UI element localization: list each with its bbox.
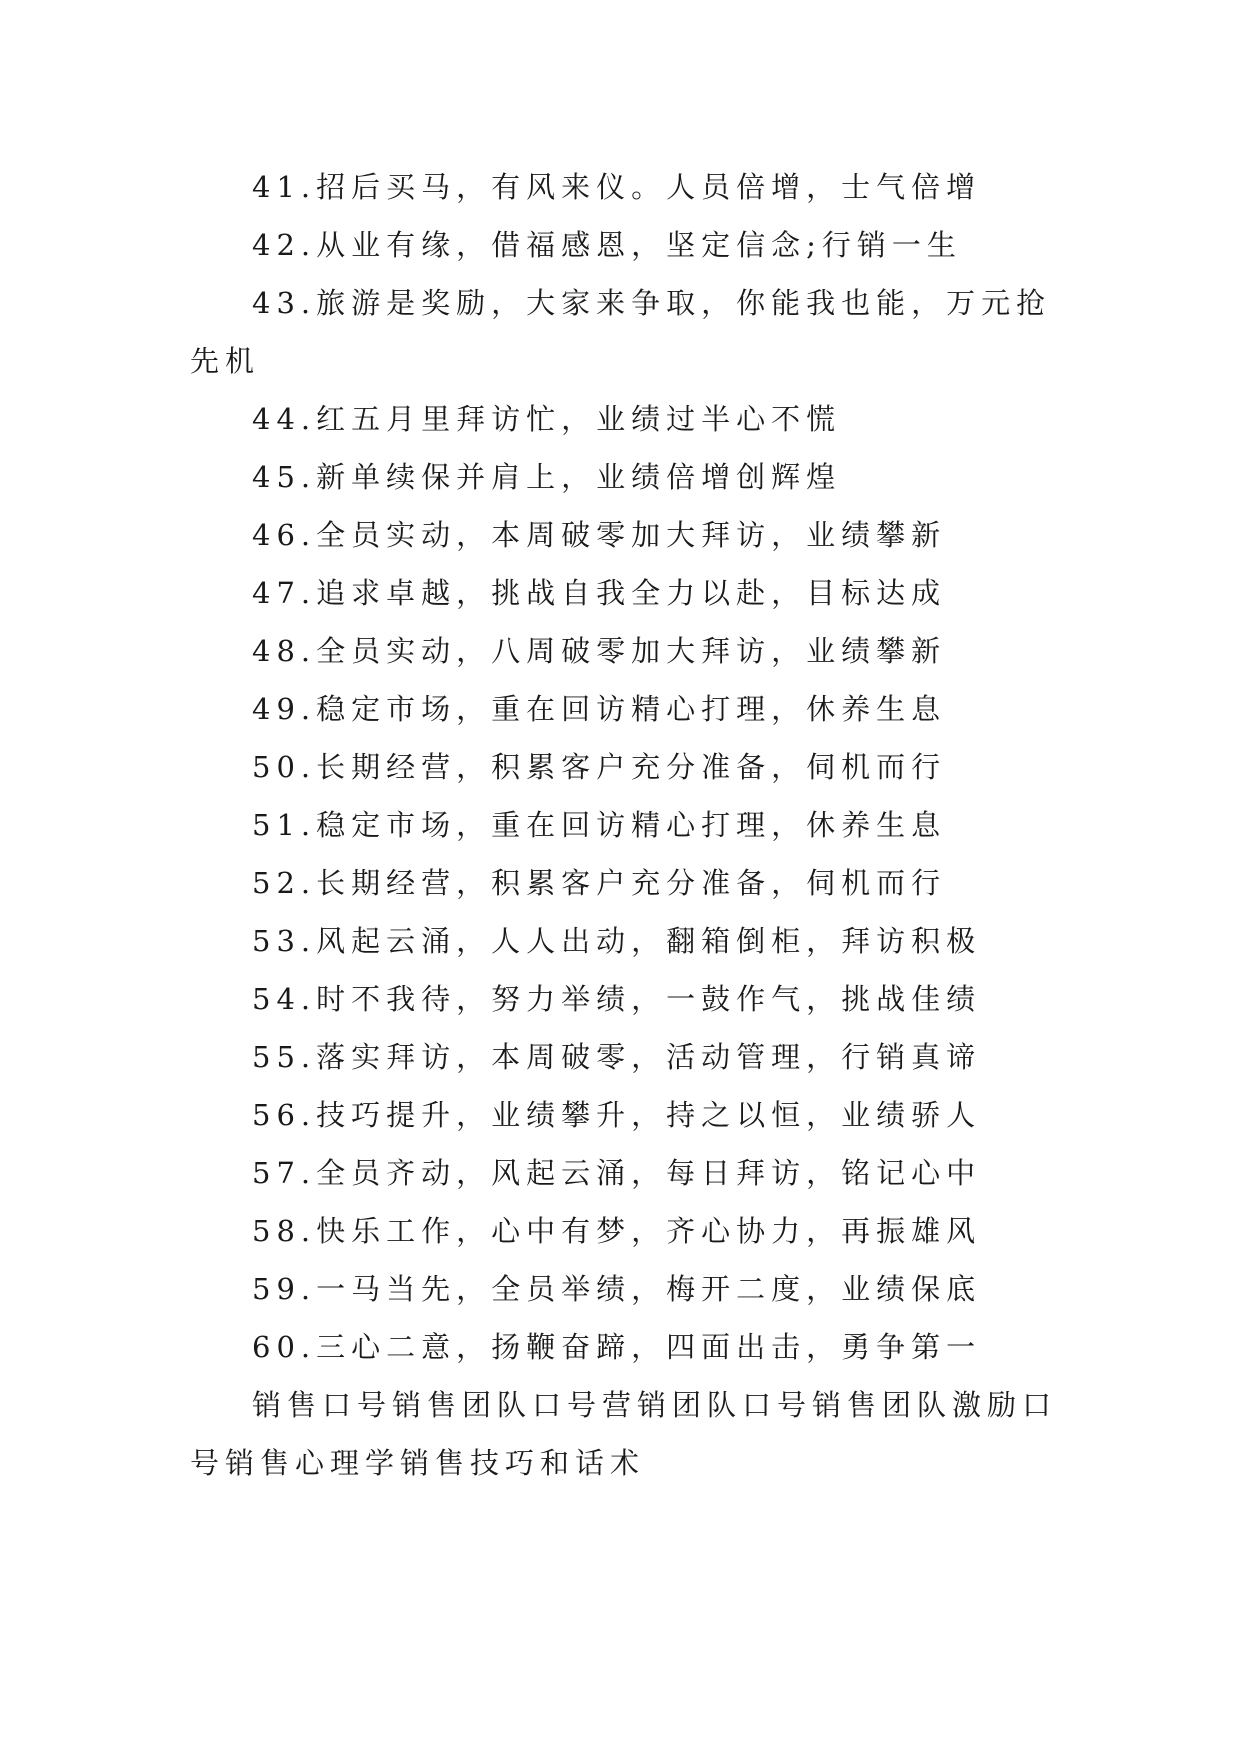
slogan-item-43: 43.旅游是奖励，大家来争取，你能我也能，万元抢先机 <box>190 286 1052 378</box>
slogan-item-58: 58.快乐工作，心中有梦，齐心协力，再振雄风 <box>252 1214 982 1248</box>
document-body <box>190 158 1060 1492</box>
slogan-item-57: 57.全员齐动，风起云涌，每日拜访，铭记心中 <box>252 1156 982 1190</box>
slogan-item-47: 47.追求卓越，挑战自我全力以赴，目标达成 <box>252 576 947 610</box>
slogan-item-44: 44.红五月里拜访忙，业绩过半心不慌 <box>252 402 842 436</box>
slogan-item-49: 49.稳定市场，重在回访精心打理，休养生息 <box>252 692 947 726</box>
slogan-item-54: 54.时不我待，努力举绩，一鼓作气，挑战佳绩 <box>252 982 982 1016</box>
slogan-item-41: 41.招后买马，有风来仪。人员倍增，士气倍增 <box>252 170 982 204</box>
slogan-item-42: 42.从业有缘，借福感恩，坚定信念;行销一生 <box>252 228 962 262</box>
footer-keywords: 销售口号销售团队口号营销团队口号销售团队激励口号销售心理学销售技巧和话术 <box>190 1388 1058 1480</box>
slogan-item-51: 51.稳定市场，重在回访精心打理，休养生息 <box>252 808 947 842</box>
slogan-item-46: 46.全员实动，本周破零加大拜访，业绩攀新 <box>252 518 947 552</box>
slogan-item-55: 55.落实拜访，本周破零，活动管理，行销真谛 <box>252 1040 982 1074</box>
slogan-item-56: 56.技巧提升，业绩攀升，持之以恒，业绩骄人 <box>252 1098 982 1132</box>
slogan-item-52: 52.长期经营，积累客户充分准备，伺机而行 <box>252 866 947 900</box>
slogan-item-53: 53.风起云涌，人人出动，翻箱倒柜，拜访积极 <box>252 924 982 958</box>
slogan-item-60: 60.三心二意，扬鞭奋蹄，四面出击，勇争第一 <box>252 1330 982 1364</box>
slogan-item-48: 48.全员实动，八周破零加大拜访，业绩攀新 <box>252 634 947 668</box>
slogan-item-45: 45.新单续保并肩上，业绩倍增创辉煌 <box>252 460 842 494</box>
slogan-item-50: 50.长期经营，积累客户充分准备，伺机而行 <box>252 750 947 784</box>
slogan-item-59: 59.一马当先，全员举绩，梅开二度，业绩保底 <box>252 1272 982 1306</box>
